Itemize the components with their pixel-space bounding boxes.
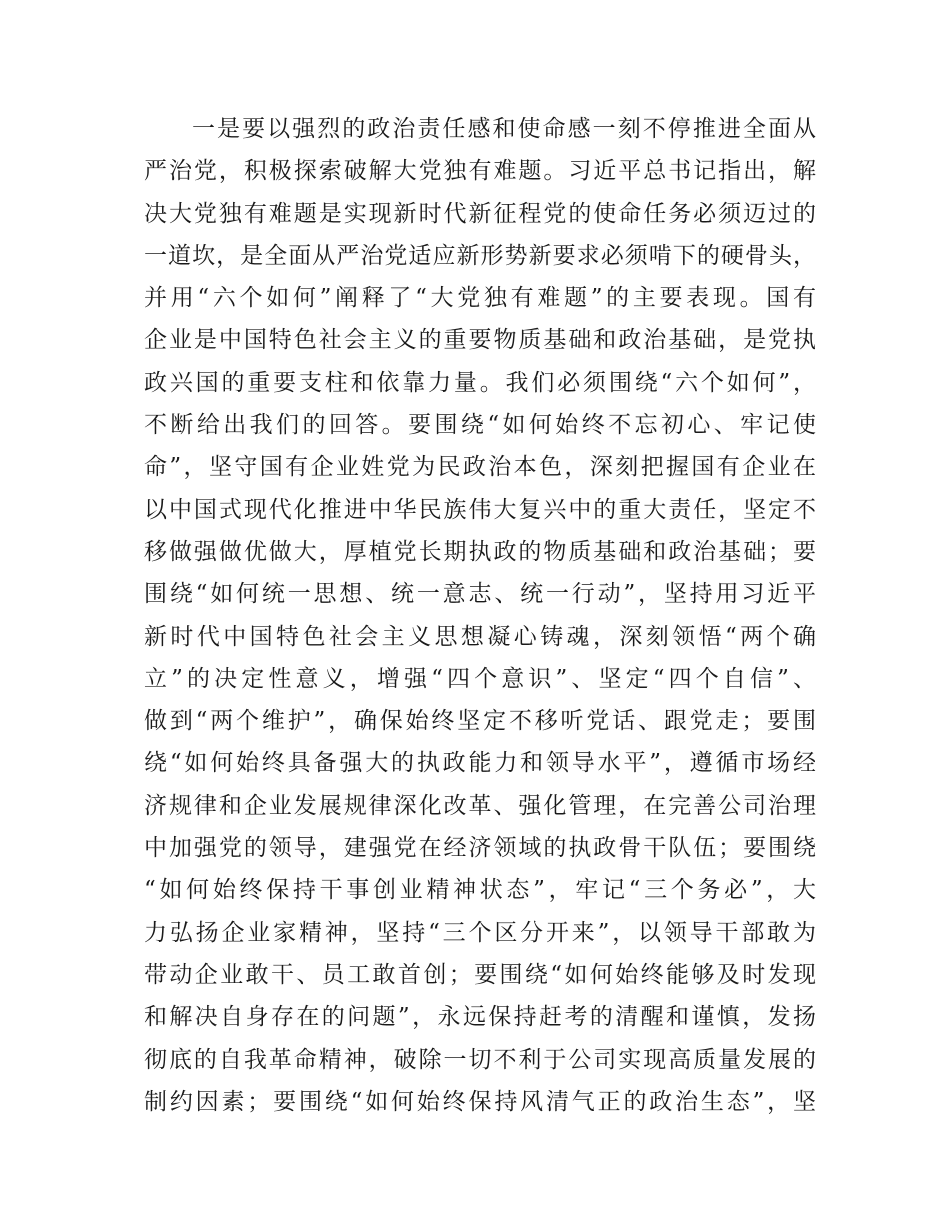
- text-line: 严治党，积极探索破解大党独有难题。习近平总书记指出，解: [144, 158, 816, 185]
- text-line: 彻底的自我革命精神，破除一切不利于公司实现高质量发展的: [144, 1046, 816, 1073]
- text-line: 一道坎，是全面从严治党适应新形势新要求必须啃下的硬骨头，: [144, 242, 816, 269]
- text-line: 新时代中国特色社会主义思想凝心铸魂，深刻领悟“两个确: [144, 623, 816, 650]
- text-line: 以中国式现代化推进中华民族伟大复兴中的重大责任，坚定不: [144, 496, 816, 523]
- text-line: 决大党独有难题是实现新时代新征程党的使命任务必须迈过的: [144, 200, 816, 227]
- text-line: 和解决自身存在的问题”，永远保持赶考的清醒和谨慎，发扬: [144, 1004, 816, 1031]
- text-line: 政兴国的重要支柱和依靠力量。我们必须围绕“六个如何”，: [144, 369, 816, 396]
- text-line: 制约因素；要围绕“如何始终保持风清气正的政治生态”，坚: [144, 1088, 816, 1115]
- text-line: 企业是中国特色社会主义的重要物质基础和政治基础，是党执: [144, 327, 816, 354]
- text-line: 不断给出我们的回答。要围绕“如何始终不忘初心、牢记使: [144, 412, 816, 439]
- text-line: 做到“两个维护”，确保始终坚定不移听党话、跟党走；要围: [144, 708, 816, 735]
- text-line: 并用“六个如何”阐释了“大党独有难题”的主要表现。国有: [144, 285, 816, 312]
- text-line: 绕“如何始终具备强大的执政能力和领导水平”，遵循市场经: [144, 750, 816, 777]
- text-line: “如何始终保持干事创业精神状态”，牢记“三个务必”，大: [144, 877, 816, 904]
- text-line: 立”的决定性意义，增强“四个意识”、坚定“四个自信”、: [144, 665, 816, 692]
- text-line: 济规律和企业发展规律深化改革、强化管理，在完善公司治理: [144, 792, 816, 819]
- text-line: 命”，坚守国有企业姓党为民政治本色，深刻把握国有企业在: [144, 454, 816, 481]
- text-line: 中加强党的领导，建强党在经济领域的执政骨干队伍；要围绕: [144, 835, 816, 862]
- text-line: 力弘扬企业家精神，坚持“三个区分开来”，以领导干部敢为: [144, 919, 816, 946]
- text-line: 移做强做优做大，厚植党长期执政的物质基础和政治基础；要: [144, 538, 816, 565]
- text-line: 围绕“如何统一思想、统一意志、统一行动”，坚持用习近平: [144, 581, 816, 608]
- text-line: 一是要以强烈的政治责任感和使命感一刻不停推进全面从: [192, 116, 816, 142]
- text-line: 带动企业敢干、员工敢首创；要围绕“如何始终能够及时发现: [144, 961, 816, 988]
- body-paragraph: [144, 108, 816, 1123]
